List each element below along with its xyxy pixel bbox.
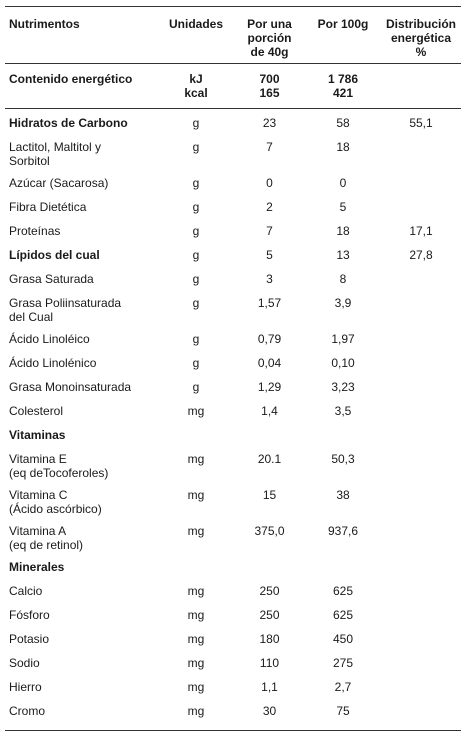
unit-cell: mg [187, 584, 205, 598]
nutrient-name: Azúcar (Sacarosa) [9, 176, 109, 190]
per-100g-cell: 18 [336, 140, 350, 154]
portion-cell: 250 [259, 608, 280, 622]
energy-row [5, 64, 461, 109]
portion-cell: 110 [259, 656, 280, 670]
table-row [5, 140, 461, 176]
distribution-cell [381, 608, 461, 622]
unit-cell: mg [187, 704, 205, 718]
unit-cell: mg [187, 608, 205, 622]
unit-cell: g [192, 272, 200, 286]
per-100g-cell: 625 [332, 608, 354, 622]
distribution-cell [381, 452, 461, 480]
unit-cell: mg [187, 656, 205, 670]
distribution-cell [381, 140, 461, 168]
portion-cell [234, 428, 305, 442]
unit-cell [158, 428, 234, 442]
nutrient-name: Lípidos del cual [9, 248, 100, 262]
per-100g-cell: 1,97 [331, 332, 355, 346]
portion-cell: 20.1 [257, 452, 282, 466]
unit-cell: mg [187, 680, 205, 694]
portion-cell: 5 [266, 248, 273, 262]
per-100g-cell: 5 [339, 200, 347, 214]
table-row [5, 632, 461, 656]
portion-cell: 15 [262, 488, 277, 502]
per-100g-cell: 3,23 [331, 380, 355, 394]
table-row [5, 608, 461, 632]
distribution-cell [381, 296, 461, 324]
distribution-cell [381, 200, 461, 214]
distribution-cell [381, 272, 461, 286]
distribution-cell [381, 404, 461, 418]
distribution-cell: 27,8 [409, 248, 433, 262]
unit-cell: g [192, 140, 200, 154]
table-row [5, 452, 461, 488]
nutrient-name: Ácido Linoléico [9, 332, 90, 346]
distribution-cell [381, 428, 461, 442]
per-100g-cell: 3,5 [334, 404, 352, 418]
table-row [5, 680, 461, 704]
table-row [5, 248, 461, 272]
distribution-cell: 17,1 [409, 224, 433, 238]
unit-cell: mg [187, 452, 205, 466]
table-row [5, 656, 461, 680]
nutrient-name: Vitaminas [9, 428, 66, 442]
distribution-cell [381, 656, 461, 670]
per-100g-cell: 18 [336, 224, 350, 238]
table-row [5, 224, 461, 248]
portion-cell [234, 560, 305, 574]
nutrient-name: Vitamina A (eq de retinol) [9, 524, 84, 552]
portion-cell: 0,79 [257, 332, 282, 346]
header-por-porcion: Por una porción de 40g [247, 17, 292, 59]
energy-per-portion: 700 165 [259, 72, 280, 100]
per-100g-cell: 3,9 [334, 296, 352, 310]
nutrient-name: Fibra Dietética [9, 200, 87, 214]
distribution-cell [381, 356, 461, 370]
portion-cell: 375,0 [254, 524, 285, 538]
unit-cell [158, 560, 234, 574]
unit-cell: g [192, 116, 200, 130]
distribution-cell [381, 380, 461, 394]
nutrient-name: Hierro [9, 680, 42, 694]
distribution-cell [381, 632, 461, 646]
header-por-100g: Por 100g [317, 17, 369, 31]
per-100g-cell: 75 [336, 704, 350, 718]
unit-cell: g [192, 332, 200, 346]
portion-cell: 30 [262, 704, 277, 718]
distribution-cell [381, 704, 461, 718]
per-100g-cell: 58 [336, 116, 350, 130]
distribution-cell [381, 524, 461, 552]
table-row [5, 704, 461, 728]
table-row [5, 524, 461, 560]
nutrient-name: Vitamina C (Ácido ascórbico) [9, 488, 102, 516]
nutrient-name: Calcio [9, 584, 43, 598]
portion-cell: 0 [266, 176, 273, 190]
nutrient-name: Vitamina E (eq deTocoferoles) [9, 452, 109, 480]
unit-cell: g [192, 200, 200, 214]
nutrient-name: Hidratos de Carbono [9, 116, 128, 130]
portion-cell: 1,29 [257, 380, 282, 394]
table-body [5, 109, 461, 730]
portion-cell: 0,04 [257, 356, 282, 370]
header-distribucion: Distribución energética % [385, 17, 456, 59]
portion-cell: 1,57 [257, 296, 282, 310]
unit-cell: g [192, 248, 200, 262]
energy-per-100g: 1 786 421 [327, 72, 359, 100]
unit-cell: g [192, 356, 200, 370]
unit-cell: g [192, 176, 200, 190]
unit-cell: g [192, 296, 200, 310]
per-100g-cell: 38 [336, 488, 350, 502]
energy-label: Contenido energético [9, 72, 133, 86]
table-row [5, 584, 461, 608]
per-100g-cell: 450 [332, 632, 354, 646]
distribution-cell [381, 560, 461, 574]
nutrition-table [5, 6, 461, 731]
portion-cell: 1,4 [261, 404, 278, 418]
distribution-cell: 55,1 [409, 116, 433, 130]
nutrient-name: Lactitol, Maltitol y Sorbitol [9, 140, 102, 168]
table-row [5, 116, 461, 140]
unit-cell: g [192, 380, 200, 394]
per-100g-cell: 0 [339, 176, 347, 190]
unit-cell: g [192, 224, 200, 238]
distribution-cell [381, 584, 461, 598]
table-row [5, 428, 461, 452]
nutrient-name: Proteínas [9, 224, 61, 238]
unit-cell: mg [187, 404, 205, 418]
table-row [5, 272, 461, 296]
header-nutrimentos: Nutrimentos [9, 17, 80, 31]
nutrient-name: Cromo [9, 704, 46, 718]
nutrient-name: Sodio [9, 656, 40, 670]
unit-cell: mg [187, 632, 205, 646]
table-row [5, 356, 461, 380]
portion-cell: 23 [262, 116, 277, 130]
distribution-cell [381, 176, 461, 190]
nutrient-name: Ácido Linolénico [9, 356, 97, 370]
header-unidades: Unidades [168, 17, 223, 31]
table-row [5, 176, 461, 200]
per-100g-cell: 50,3 [331, 452, 355, 466]
portion-cell: 180 [259, 632, 280, 646]
portion-cell: 7 [266, 224, 273, 238]
energy-dist [381, 72, 461, 100]
distribution-cell [381, 680, 461, 694]
nutrient-name: Grasa Saturada [9, 272, 94, 286]
nutrient-name: Colesterol [9, 404, 64, 418]
portion-cell: 3 [266, 272, 273, 286]
portion-cell: 7 [266, 140, 273, 154]
per-100g-cell: 8 [339, 272, 347, 286]
per-100g-cell: 275 [332, 656, 354, 670]
nutrient-name: Grasa Poliinsaturada del Cual [9, 296, 122, 324]
table-row [5, 404, 461, 428]
table-row [5, 380, 461, 404]
distribution-cell [381, 332, 461, 346]
table-row [5, 200, 461, 224]
portion-cell: 2 [266, 200, 273, 214]
per-100g-cell: 13 [336, 248, 350, 262]
per-100g-cell: 937,6 [327, 524, 359, 538]
nutrient-name: Minerales [9, 560, 65, 574]
portion-cell: 1,1 [261, 680, 278, 694]
per-100g-cell [305, 560, 381, 574]
per-100g-cell: 625 [332, 584, 354, 598]
table-row [5, 332, 461, 356]
table-row [5, 560, 461, 584]
per-100g-cell: 2,7 [334, 680, 352, 694]
nutrient-name: Potasio [9, 632, 50, 646]
table-row [5, 488, 461, 524]
nutrient-name: Fósforo [9, 608, 50, 622]
distribution-cell [381, 488, 461, 516]
nutrient-name: Grasa Monoinsaturada [9, 380, 132, 394]
unit-cell: mg [187, 524, 205, 538]
portion-cell: 250 [259, 584, 280, 598]
per-100g-cell: 0,10 [331, 356, 355, 370]
table-header [5, 7, 461, 64]
energy-units: kJ kcal [184, 72, 208, 100]
table-row [5, 296, 461, 332]
unit-cell: mg [187, 488, 205, 502]
per-100g-cell [305, 428, 381, 442]
